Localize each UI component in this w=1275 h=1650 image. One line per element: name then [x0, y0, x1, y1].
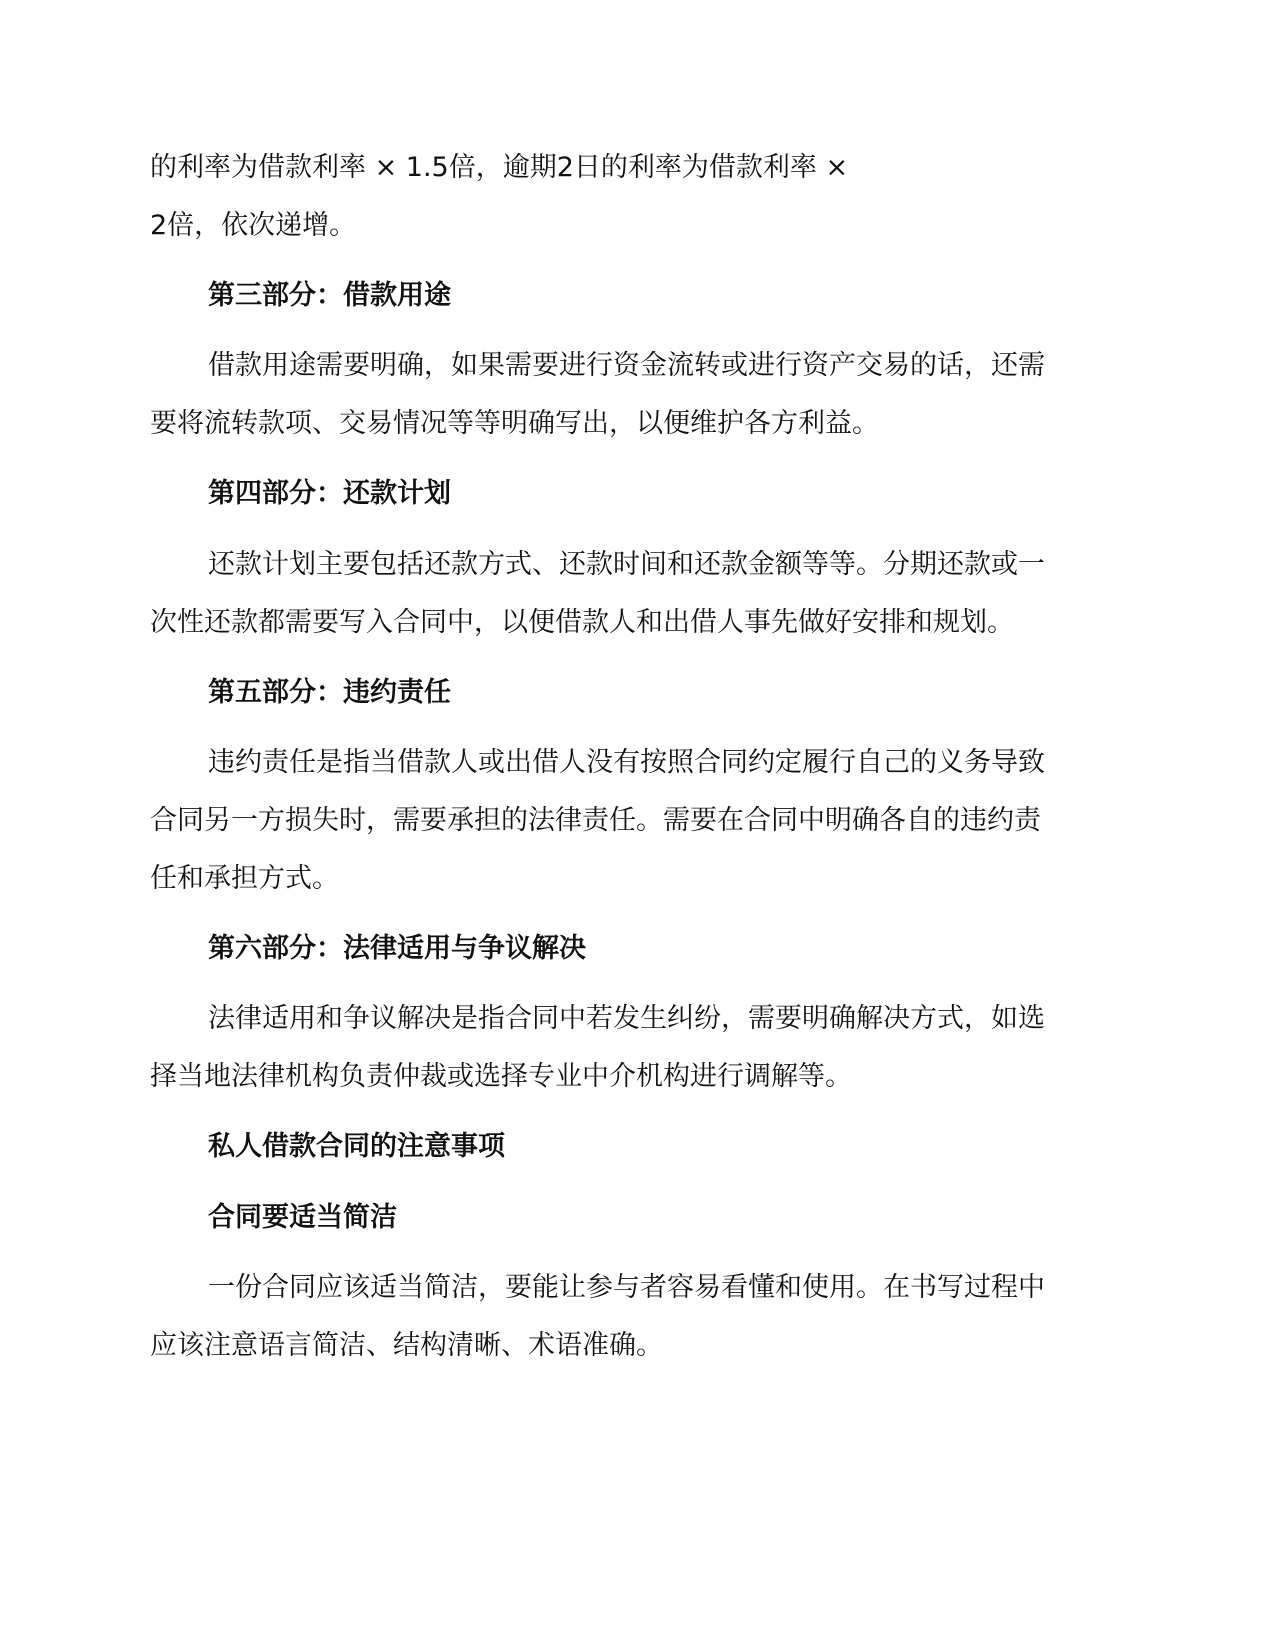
section6-heading: 第六部分：法律适用与争议解决	[208, 933, 586, 964]
intro-line-2: 2倍，依次递增。	[150, 210, 357, 241]
section3-line-2: 要将流转款项、交易情况等等明确写出，以便维护各方利益。	[150, 408, 879, 439]
notes-line-2: 应该注意语言简洁、结构清晰、术语准确。	[150, 1330, 663, 1361]
section5-line-3: 任和承担方式。	[150, 863, 339, 894]
section3-line-1: 借款用途需要明确，如果需要进行资金流转或进行资产交易的话，还需	[208, 350, 1045, 381]
section4-line-2: 次性还款都需要写入合同中，以便借款人和出借人事先做好安排和规划。	[150, 607, 1014, 638]
notes-line-1: 一份合同应该适当简洁，要能让参与者容易看懂和使用。在书写过程中	[208, 1272, 1045, 1303]
section5-line-1: 违约责任是指当借款人或出借人没有按照合同约定履行自己的义务导致	[208, 747, 1045, 778]
notes-subheading: 合同要适当简洁	[208, 1202, 397, 1233]
intro-line-1: 的利率为借款利率 × 1.5倍，逾期2日的利率为借款利率 ×	[150, 152, 849, 183]
section5-line-2: 合同另一方损失时，需要承担的法律责任。需要在合同中明确各自的违约责	[150, 805, 1041, 836]
section5-heading: 第五部分：违约责任	[208, 677, 451, 708]
section4-line-1: 还款计划主要包括还款方式、还款时间和还款金额等等。分期还款或一	[208, 549, 1045, 580]
section6-line-2: 择当地法律机构负责仲裁或选择专业中介机构进行调解等。	[150, 1061, 852, 1092]
notes-heading: 私人借款合同的注意事项	[208, 1131, 505, 1162]
section3-heading: 第三部分：借款用途	[208, 280, 451, 311]
section6-line-1: 法律适用和争议解决是指合同中若发生纠纷，需要明确解决方式，如选	[208, 1003, 1045, 1034]
section4-heading: 第四部分：还款计划	[208, 478, 451, 509]
